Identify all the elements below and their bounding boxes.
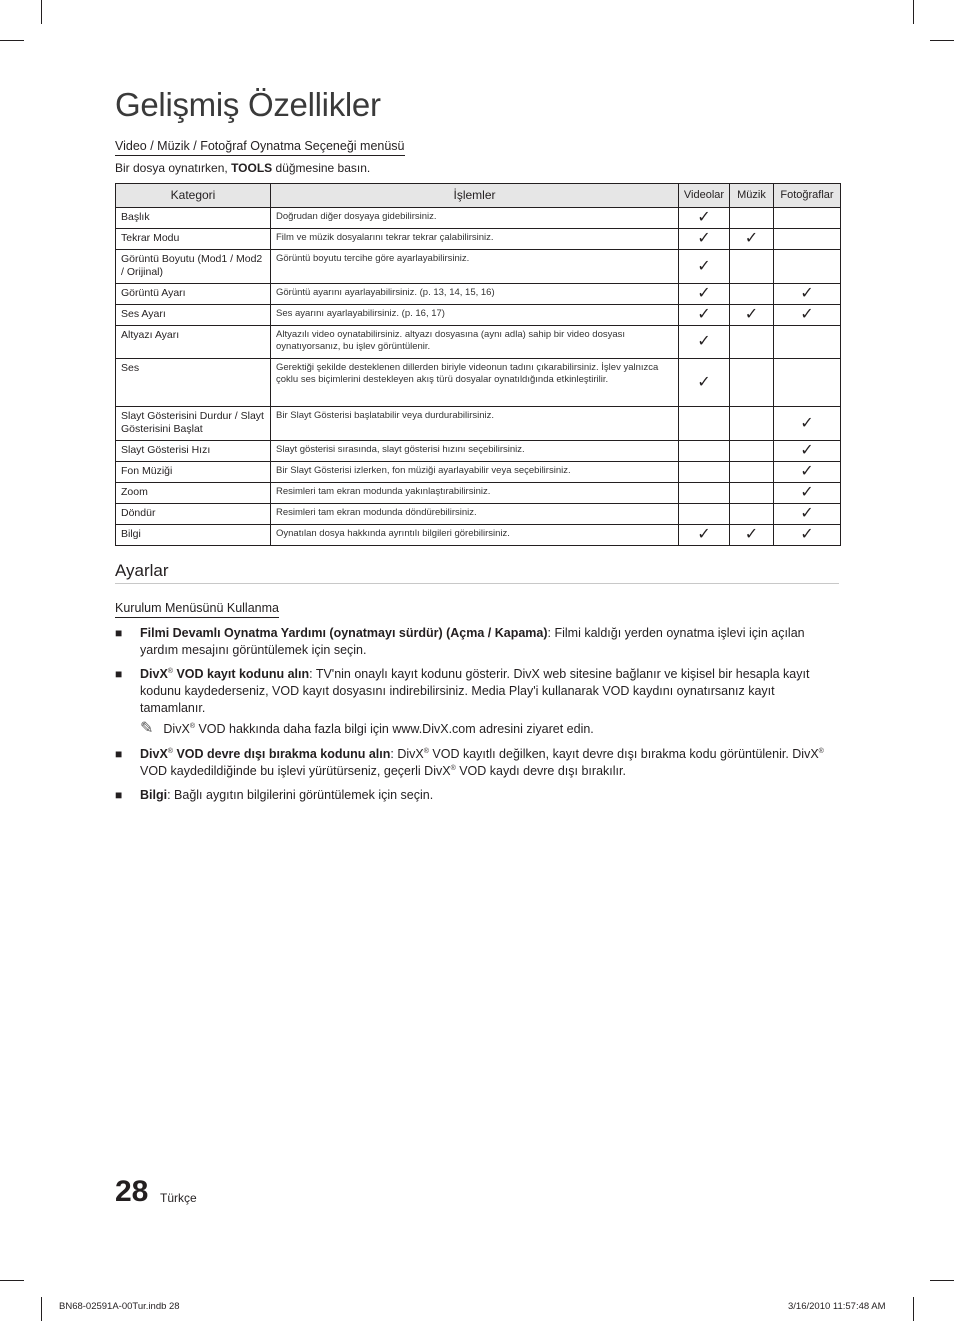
crop-mark: [930, 40, 954, 41]
page-title: Gelişmiş Özellikler: [115, 86, 381, 123]
support-cell-video: [679, 326, 730, 359]
support-cell-photo: [774, 462, 841, 483]
check-mark-icon: ✓: [744, 306, 759, 323]
support-cell-photo: [774, 525, 841, 546]
support-cell-video: [679, 208, 730, 229]
description-cell: Slayt gösterisi sırasında, slayt gösterisi hızını seçebilirsiniz.: [271, 441, 679, 462]
check-mark-icon: ✓: [800, 306, 814, 323]
support-cell-photo: [774, 359, 841, 407]
list-item-divx-registration: [115, 666, 825, 717]
support-cell-photo: [774, 284, 841, 305]
tools-keyword: TOOLS: [231, 161, 273, 175]
support-cell-photo: [774, 250, 841, 284]
header-islemler: İşlemler: [271, 184, 679, 208]
registered-mark: ®: [189, 722, 195, 730]
crop-mark: [0, 1280, 24, 1281]
support-cell-video: [679, 483, 730, 504]
check-mark-icon: ✓: [800, 463, 814, 480]
item-text: VOD kaydedildiğinde bu işlevi yürütürseniz, geçerli DivX: [140, 764, 451, 778]
description-cell: Bir Slayt Gösterisi başlatabilir veya durdurabilirsiniz.: [271, 407, 679, 441]
support-cell-music: [730, 441, 774, 462]
footer-date: 3/16/2010 11:57:48 AM: [788, 1301, 886, 1312]
support-cell-music: [730, 483, 774, 504]
support-cell-music: [730, 250, 774, 284]
registered-mark: ®: [450, 764, 456, 772]
support-cell-music: [730, 208, 774, 229]
support-cell-photo: [774, 208, 841, 229]
description-cell: Oynatılan dosya hakkında ayrıntılı bilgileri görebilirsiniz.: [271, 525, 679, 546]
intro-text: düğmesine basın.: [272, 161, 371, 175]
category-cell: Slayt Gösterisini Durdur / Slayt Gösterisini Başlat: [116, 407, 271, 441]
category-cell: Döndür: [116, 504, 271, 525]
square-bullet-icon: ■: [115, 788, 123, 802]
table-row: [116, 407, 841, 441]
page-number: 28: [115, 1175, 149, 1208]
support-cell-music: [730, 462, 774, 483]
crop-mark: [930, 1280, 954, 1281]
header-fotograflar: Fotoğraflar: [774, 184, 841, 208]
page-language: Türkçe: [160, 1191, 197, 1205]
item-text: VOD kaydı devre dışı bırakılır.: [455, 764, 626, 778]
check-mark-icon: ✓: [697, 257, 711, 275]
list-item-divx-deactivation: [115, 746, 825, 780]
support-cell-photo: [774, 441, 841, 462]
crop-mark: [913, 0, 914, 24]
check-mark-icon: ✓: [697, 209, 711, 226]
support-cell-video: [679, 284, 730, 305]
support-cell-video: [679, 250, 730, 284]
description-cell: Film ve müzik dosyalarını tekrar tekrar çalabilirsiniz.: [271, 229, 679, 250]
table-row: [116, 284, 841, 305]
square-bullet-icon: ■: [115, 626, 123, 640]
settings-heading: Ayarlar: [115, 561, 839, 584]
crop-mark: [0, 40, 24, 41]
description-cell: Ses ayarını ayarlayabilirsiniz. (p. 16, 17): [271, 305, 679, 326]
menu-section-intro: [115, 161, 370, 175]
note-text: DivX: [163, 722, 190, 736]
support-cell-video: [679, 525, 730, 546]
check-mark-icon: ✓: [800, 526, 814, 543]
table-row: [116, 208, 841, 229]
header-videolar: Videolar: [679, 184, 730, 208]
support-cell-video: [679, 305, 730, 326]
category-cell: Görüntü Ayarı: [116, 284, 271, 305]
menu-section-heading: Video / Müzik / Fotoğraf Oynatma Seçeneği menüsü: [115, 139, 405, 156]
support-cell-music: [730, 407, 774, 441]
table-row: [116, 326, 841, 359]
registered-mark: ®: [818, 747, 824, 755]
registered-mark: ®: [167, 747, 173, 755]
support-cell-music: [730, 326, 774, 359]
support-cell-photo: [774, 326, 841, 359]
description-cell: Resimleri tam ekran modunda döndürebilirsiniz.: [271, 504, 679, 525]
description-cell: Resimleri tam ekran modunda yakınlaştırabilirsiniz.: [271, 483, 679, 504]
support-cell-music: [730, 305, 774, 326]
header-kategori: Kategori: [116, 184, 271, 208]
table-row: [116, 441, 841, 462]
table-row: [116, 504, 841, 525]
intro-text: Bir dosya oynatırken,: [115, 161, 232, 175]
support-cell-photo: [774, 229, 841, 250]
category-cell: Ses: [116, 359, 271, 407]
item-text: : Filmi kaldığı yerden oynatma işlevi için açılan yardım mesajını görüntülemek için seçin.: [140, 626, 805, 657]
item-title: DivX: [140, 667, 168, 681]
support-cell-music: [730, 525, 774, 546]
support-cell-music: [730, 359, 774, 407]
check-mark-icon: ✓: [800, 285, 814, 302]
item-text: : TV'nin onaylı kayıt kodunu gösterir. DivX web sitesine bağlanır ve kişisel bir hesapla kayıt kodunu kaydederseniz, VOD kayıt dosyasını indirebilirsiniz. Media Play'i kullanarak VOD kaydını oynatırsanız kayıt tamamlanır.: [140, 667, 810, 715]
support-cell-video: [679, 462, 730, 483]
support-cell-music: [730, 504, 774, 525]
item-text: : Bağlı aygıtın bilgilerini görüntülemek için seçin.: [167, 788, 434, 802]
header-muzik: Müzik: [730, 184, 774, 208]
setup-menu-heading: Kurulum Menüsünü Kullanma: [115, 601, 279, 618]
item-text: : DivX: [390, 747, 424, 761]
table-body: [116, 208, 841, 546]
description-cell: Gerektiği şekilde desteklenen dillerden biriyle videonun tadını çıkarabilirsiniz. İşlev yalnızca çoklu ses biçimlerini destekleyen akış türü dosyalar oynatıldığında etkinleştirilir.: [271, 359, 679, 407]
item-title: Filmi Devamlı Oynatma Yardımı (oynatmayı sürdür) (Açma / Kapama): [140, 626, 548, 640]
description-cell: Görüntü boyutu tercihe göre ayarlayabilirsiniz.: [271, 250, 679, 284]
item-text: VOD kayıtlı değilken, kayıt devre dışı bırakma kodu görüntülenir. DivX: [428, 747, 819, 761]
category-cell: Altyazı Ayarı: [116, 326, 271, 359]
item-title: VOD devre dışı bırakma kodunu alın: [172, 747, 391, 761]
item-title: VOD kayıt kodunu alın: [172, 667, 310, 681]
support-cell-video: [679, 359, 730, 407]
table-row: [116, 229, 841, 250]
table-header-row: [116, 184, 841, 208]
description-cell: Doğrudan diğer dosyaya gidebilirsiniz.: [271, 208, 679, 229]
support-cell-video: [679, 229, 730, 250]
category-cell: Fon Müziği: [116, 462, 271, 483]
support-cell-video: [679, 407, 730, 441]
support-cell-music: [730, 284, 774, 305]
crop-mark: [41, 1297, 42, 1321]
check-mark-icon: ✓: [697, 230, 711, 247]
footer-file-info: BN68-02591A-00Tur.indb 28: [59, 1301, 180, 1312]
support-cell-photo: [774, 504, 841, 525]
table-row: [116, 462, 841, 483]
square-bullet-icon: ■: [115, 667, 123, 681]
category-cell: Ses Ayarı: [116, 305, 271, 326]
pencil-note-icon: ✎: [140, 720, 154, 737]
category-cell: Başlık: [116, 208, 271, 229]
crop-mark: [913, 1297, 914, 1321]
description-cell: Altyazılı video oynatabilirsiniz. altyazı dosyasına (aynı adla) sahip bir video dosyası oynatıyorsanız, bu işlev görüntülenir.: [271, 326, 679, 359]
list-item-info: [115, 787, 825, 804]
check-mark-icon: ✓: [744, 526, 759, 543]
check-mark-icon: ✓: [697, 526, 711, 543]
support-cell-photo: [774, 407, 841, 441]
category-cell: Bilgi: [116, 525, 271, 546]
table-row: [116, 525, 841, 546]
feature-table: [115, 183, 841, 546]
table-row: [116, 483, 841, 504]
registered-mark: ®: [167, 667, 173, 675]
support-cell-photo: [774, 305, 841, 326]
support-cell-video: [679, 441, 730, 462]
check-mark-icon: ✓: [800, 414, 814, 432]
category-cell: Zoom: [116, 483, 271, 504]
description-cell: Görüntü ayarını ayarlayabilirsiniz. (p. 13, 14, 15, 16): [271, 284, 679, 305]
list-item-resume-play: [115, 625, 825, 659]
check-mark-icon: ✓: [697, 333, 711, 350]
support-cell-photo: [774, 483, 841, 504]
check-mark-icon: ✓: [800, 442, 814, 459]
item-title: DivX: [140, 747, 168, 761]
registered-mark: ®: [423, 747, 429, 755]
item-title: Bilgi: [140, 788, 168, 802]
category-cell: Tekrar Modu: [116, 229, 271, 250]
category-cell: Slayt Gösterisi Hızı: [116, 441, 271, 462]
check-mark-icon: ✓: [800, 484, 814, 501]
note-text: VOD hakkında daha fazla bilgi için www.DivX.com adresini ziyaret edin.: [194, 722, 594, 736]
table-row: [116, 359, 841, 407]
check-mark-icon: ✓: [697, 285, 711, 302]
check-mark-icon: ✓: [800, 505, 814, 522]
support-cell-video: [679, 504, 730, 525]
description-cell: Bir Slayt Gösterisi izlerken, fon müziği ayarlayabilir veya seçebilirsiniz.: [271, 462, 679, 483]
check-mark-icon: ✓: [697, 373, 711, 391]
square-bullet-icon: ■: [115, 747, 123, 761]
table-row: [116, 250, 841, 284]
crop-mark: [41, 0, 42, 24]
check-mark-icon: ✓: [697, 306, 711, 323]
table-row: [116, 305, 841, 326]
divx-note: [140, 720, 594, 738]
check-mark-icon: ✓: [744, 230, 759, 247]
category-cell: Görüntü Boyutu (Mod1 / Mod2 / Orijinal): [116, 250, 271, 284]
support-cell-music: [730, 229, 774, 250]
